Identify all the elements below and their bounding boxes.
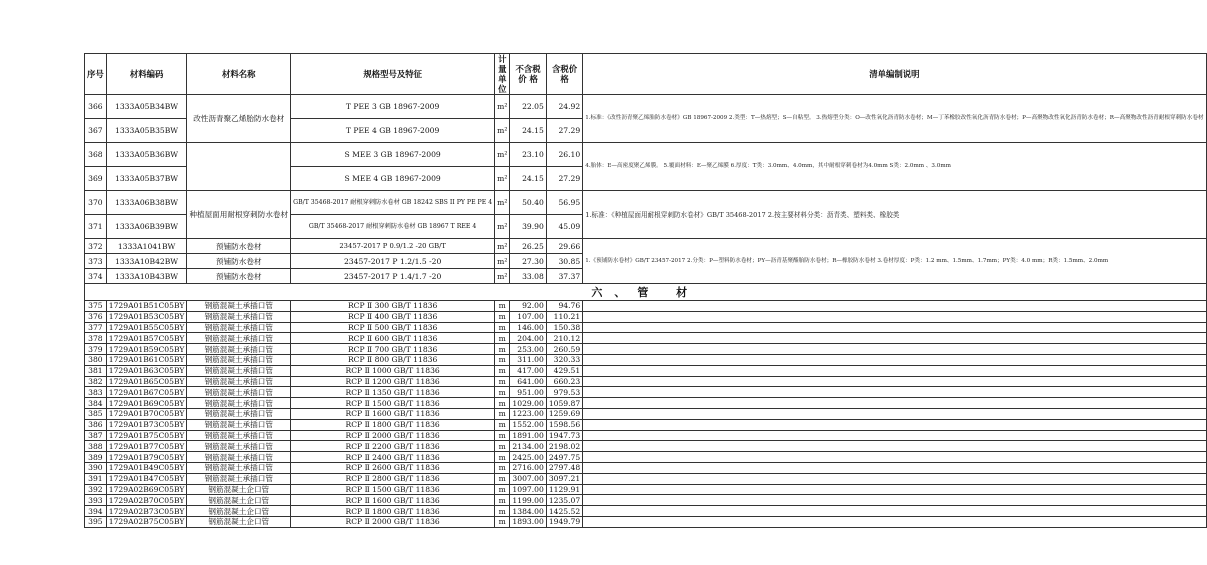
- row-code: 1729A01B53C05BY: [106, 311, 187, 322]
- row-spec: S MEE 3 GB 18967-2009: [291, 143, 495, 167]
- row-spec: RCP Ⅱ 300 GB/T 11836: [291, 301, 495, 312]
- table-row: [85, 344, 1207, 355]
- row-note: [583, 322, 1206, 333]
- row-price-in: 45.09: [546, 215, 582, 239]
- header-spec: 规格型号及特征: [291, 54, 495, 95]
- row-price-in: 150.38: [546, 322, 582, 333]
- header-price-ex: 不含税价 格: [510, 54, 546, 95]
- row-spec: 23457-2017 P 1.4/1.7 -20: [291, 269, 495, 284]
- row-note: [583, 408, 1206, 419]
- row-price-in: 1949.79: [546, 516, 582, 527]
- row-code: 1333A05B34BW: [106, 95, 187, 119]
- row-note: [583, 419, 1206, 430]
- row-price-ex: 3007.00: [510, 473, 546, 484]
- row-spec: RCP Ⅱ 600 GB/T 11836: [291, 333, 495, 344]
- table-row: [85, 452, 1207, 463]
- row-no: 381: [85, 365, 107, 376]
- row-spec: RCP Ⅱ 1800 GB/T 11836: [291, 419, 495, 430]
- row-price-ex: 23.10: [510, 143, 546, 167]
- row-price-in: 29.66: [546, 239, 582, 254]
- row-price-in: 24.92: [546, 95, 582, 119]
- row-unit: m: [495, 430, 510, 441]
- row-spec: RCP Ⅱ 2000 GB/T 11836: [291, 430, 495, 441]
- table-row: [85, 419, 1207, 430]
- header-unit: 计量单位: [495, 54, 510, 95]
- section-row: [85, 284, 1207, 301]
- row-spec: RCP Ⅱ 1500 GB/T 11836: [291, 398, 495, 409]
- row-code: 1729A02B75C05BY: [106, 516, 187, 527]
- row-no: 373: [85, 254, 107, 269]
- row-unit: m²: [495, 191, 510, 215]
- table-row: [85, 473, 1207, 484]
- row-no: 392: [85, 484, 107, 495]
- row-price-in: 2198.02: [546, 441, 582, 452]
- table-row: [85, 495, 1207, 506]
- row-spec: RCP Ⅱ 1800 GB/T 11836: [291, 506, 495, 517]
- row-price-ex: 50.40: [510, 191, 546, 215]
- row-price-in: 210.12: [546, 333, 582, 344]
- table-row: [85, 398, 1207, 409]
- row-note: 4.胎体：E—高密度聚乙烯膜。 5.覆面材料：E—聚乙烯膜 6.厚度：T类：3.0mm、4.0mm，其中耐根穿刺卷材为4.0mm S类：2.0mm 、3.0mm: [583, 143, 1206, 191]
- table-row: [85, 462, 1207, 473]
- row-code: 1729A01B65C05BY: [106, 376, 187, 387]
- row-spec: RCP Ⅱ 2400 GB/T 11836: [291, 452, 495, 463]
- row-no: 382: [85, 376, 107, 387]
- row-note: [583, 354, 1206, 365]
- row-price-ex: 311.00: [510, 354, 546, 365]
- table-row: [85, 376, 1207, 387]
- row-code: 1729A01B49C05BY: [106, 462, 187, 473]
- row-unit: m: [495, 376, 510, 387]
- row-unit: m: [495, 365, 510, 376]
- row-price-ex: 204.00: [510, 333, 546, 344]
- row-name: 钢筋混凝土承插口管: [187, 419, 291, 430]
- row-note: [583, 506, 1206, 517]
- row-spec: GB/T 35468-2017 耐根穿刺防水卷材 GB 18967 T REE 4: [291, 215, 495, 239]
- row-price-ex: 1893.00: [510, 516, 546, 527]
- row-no: 367: [85, 119, 107, 143]
- row-spec: RCP Ⅱ 2200 GB/T 11836: [291, 441, 495, 452]
- table-row: [85, 506, 1207, 517]
- table-row: [85, 365, 1207, 376]
- row-price-ex: 33.08: [510, 269, 546, 284]
- row-note: [583, 462, 1206, 473]
- row-no: 390: [85, 462, 107, 473]
- row-name: 钢筋混凝土企口管: [187, 495, 291, 506]
- row-code: 1729A01B55C05BY: [106, 322, 187, 333]
- header-code: 材料编码: [106, 54, 187, 95]
- row-unit: m²: [495, 167, 510, 191]
- row-name: 钢筋混凝土承插口管: [187, 398, 291, 409]
- table-row: [85, 516, 1207, 527]
- row-price-ex: 27.30: [510, 254, 546, 269]
- row-spec: T PEE 3 GB 18967-2009: [291, 95, 495, 119]
- row-price-in: 27.29: [546, 167, 582, 191]
- row-note: [583, 376, 1206, 387]
- row-spec: RCP Ⅱ 2800 GB/T 11836: [291, 473, 495, 484]
- row-price-ex: 92.00: [510, 301, 546, 312]
- row-price-ex: 1891.00: [510, 430, 546, 441]
- table-row: [85, 191, 1207, 215]
- row-code: 1729A01B67C05BY: [106, 387, 187, 398]
- row-code: 1729A01B70C05BY: [106, 408, 187, 419]
- row-price-in: 1235.07: [546, 495, 582, 506]
- row-no: 386: [85, 419, 107, 430]
- row-no: 383: [85, 387, 107, 398]
- row-price-ex: 1097.00: [510, 484, 546, 495]
- row-note: [583, 484, 1206, 495]
- row-price-in: 27.29: [546, 119, 582, 143]
- row-spec: RCP Ⅱ 1600 GB/T 11836: [291, 495, 495, 506]
- row-code: 1333A06B38BW: [106, 191, 187, 215]
- row-name: 钢筋混凝土承插口管: [187, 441, 291, 452]
- row-no: 393: [85, 495, 107, 506]
- row-unit: m²: [495, 119, 510, 143]
- row-no: 369: [85, 167, 107, 191]
- row-no: 370: [85, 191, 107, 215]
- row-name: 预铺防水卷材: [187, 239, 291, 254]
- row-unit: m: [495, 398, 510, 409]
- row-note: [583, 387, 1206, 398]
- row-name: 钢筋混凝土企口管: [187, 484, 291, 495]
- row-spec: RCP Ⅱ 1350 GB/T 11836: [291, 387, 495, 398]
- row-price-in: 30.85: [546, 254, 582, 269]
- row-price-in: 2797.48: [546, 462, 582, 473]
- row-code: 1729A01B73C05BY: [106, 419, 187, 430]
- row-spec: RCP Ⅱ 800 GB/T 11836: [291, 354, 495, 365]
- row-unit: m²: [495, 239, 510, 254]
- row-price-ex: 2425.00: [510, 452, 546, 463]
- row-unit: m: [495, 408, 510, 419]
- row-name: 钢筋混凝土承插口管: [187, 376, 291, 387]
- row-note: 1.标准：《改性沥青聚乙烯胎防水卷材》GB 18967-2009 2.类型：T—热熔型；S—自粘型。 3.热熔型分类：O—改性氧化沥青防水卷材；M—丁苯橡胶改性氧化沥青防水卷材；P—高聚物改性氧化沥青防水卷材；R—高聚物改性沥青耐根穿刺防水卷材: [583, 95, 1206, 143]
- row-price-in: 1425.52: [546, 506, 582, 517]
- row-price-in: 979.53: [546, 387, 582, 398]
- row-note: [583, 430, 1206, 441]
- price-list-table: [84, 53, 1207, 528]
- row-note: 1.标准：《种植屋面用耐根穿刺防水卷材》GB/T 35468-2017 2.按主要材料分类：沥青类、塑料类、橡胶类: [583, 191, 1206, 239]
- row-spec: RCP Ⅱ 500 GB/T 11836: [291, 322, 495, 333]
- row-price-ex: 2716.00: [510, 462, 546, 473]
- table-row: [85, 311, 1207, 322]
- row-price-ex: 417.00: [510, 365, 546, 376]
- row-unit: m: [495, 354, 510, 365]
- row-price-ex: 39.90: [510, 215, 546, 239]
- row-name: 预铺防水卷材: [187, 269, 291, 284]
- row-no: 391: [85, 473, 107, 484]
- row-spec: RCP Ⅱ 1600 GB/T 11836: [291, 408, 495, 419]
- row-no: 372: [85, 239, 107, 254]
- row-name: 钢筋混凝土承插口管: [187, 344, 291, 355]
- row-price-in: 56.95: [546, 191, 582, 215]
- row-no: 385: [85, 408, 107, 419]
- row-spec: RCP Ⅱ 1500 GB/T 11836: [291, 484, 495, 495]
- row-code: 1729A02B73C05BY: [106, 506, 187, 517]
- row-unit: m: [495, 484, 510, 495]
- row-code: 1333A05B36BW: [106, 143, 187, 167]
- row-spec: 23457-2017 P 0.9/1.2 -20 GB/T: [291, 239, 495, 254]
- row-unit: m²: [495, 269, 510, 284]
- row-unit: m²: [495, 143, 510, 167]
- row-name: 钢筋混凝土承插口管: [187, 430, 291, 441]
- row-unit: m: [495, 344, 510, 355]
- row-note: [583, 365, 1206, 376]
- row-code: 1729A01B61C05BY: [106, 354, 187, 365]
- row-name: 钢筋混凝土承插口管: [187, 387, 291, 398]
- table-row: [85, 301, 1207, 312]
- row-code: 1729A02B70C05BY: [106, 495, 187, 506]
- row-price-in: 1259.69: [546, 408, 582, 419]
- row-price-in: 260.59: [546, 344, 582, 355]
- row-code: 1729A01B57C05BY: [106, 333, 187, 344]
- row-code: 1729A01B75C05BY: [106, 430, 187, 441]
- row-name: 改性沥青聚乙烯胎防水卷材: [187, 95, 291, 143]
- row-name: 钢筋混凝土承插口管: [187, 333, 291, 344]
- row-spec: RCP Ⅱ 1000 GB/T 11836: [291, 365, 495, 376]
- table-row: [85, 484, 1207, 495]
- table-row: [85, 95, 1207, 119]
- row-no: 371: [85, 215, 107, 239]
- row-price-in: 2497.75: [546, 452, 582, 463]
- row-unit: m: [495, 311, 510, 322]
- row-price-ex: 24.15: [510, 167, 546, 191]
- row-note: 1.《预铺防水卷材》GB/T 23457-2017 2.分类：P—塑料防水卷材；PY—沥青基聚酯胎防水卷材；R—橡胶防水卷材 3.卷材厚度：P类：1.2 mm、1.5mm、1.7mm；PY类：4.0 mm；R类：1.5mm、2.0mm: [583, 239, 1206, 284]
- row-no: 388: [85, 441, 107, 452]
- row-name: 钢筋混凝土企口管: [187, 516, 291, 527]
- row-note: [583, 473, 1206, 484]
- row-unit: m: [495, 462, 510, 473]
- header-price-in: 含税价格: [546, 54, 582, 95]
- row-code: 1333A05B35BW: [106, 119, 187, 143]
- row-price-in: 429.51: [546, 365, 582, 376]
- row-price-in: 94.76: [546, 301, 582, 312]
- table-row: [85, 333, 1207, 344]
- row-name: 钢筋混凝土承插口管: [187, 311, 291, 322]
- row-price-in: 3097.21: [546, 473, 582, 484]
- row-price-in: 1059.87: [546, 398, 582, 409]
- row-unit: m: [495, 495, 510, 506]
- row-price-in: 660.23: [546, 376, 582, 387]
- row-spec: S MEE 4 GB 18967-2009: [291, 167, 495, 191]
- row-note: [583, 452, 1206, 463]
- row-no: 368: [85, 143, 107, 167]
- header-note: 清单编制说明: [583, 54, 1206, 95]
- row-spec: RCP Ⅱ 2600 GB/T 11836: [291, 462, 495, 473]
- row-note: [583, 441, 1206, 452]
- row-price-ex: 1199.00: [510, 495, 546, 506]
- row-no: 377: [85, 322, 107, 333]
- row-note: [583, 301, 1206, 312]
- row-name: 种植屋面用耐根穿刺防水卷材: [187, 191, 291, 239]
- row-price-in: 1947.73: [546, 430, 582, 441]
- row-note: [583, 516, 1206, 527]
- row-unit: m: [495, 322, 510, 333]
- row-no: 366: [85, 95, 107, 119]
- row-unit: m: [495, 419, 510, 430]
- row-no: 394: [85, 506, 107, 517]
- table-row: [85, 441, 1207, 452]
- row-code: 1729A01B77C05BY: [106, 441, 187, 452]
- row-name: 钢筋混凝土承插口管: [187, 354, 291, 365]
- row-unit: m²: [495, 95, 510, 119]
- row-name: 钢筋混凝土承插口管: [187, 301, 291, 312]
- table-row: [85, 354, 1207, 365]
- row-price-ex: 951.00: [510, 387, 546, 398]
- table-row: [85, 239, 1207, 254]
- row-price-ex: 253.00: [510, 344, 546, 355]
- row-price-in: 26.10: [546, 143, 582, 167]
- row-price-ex: 146.00: [510, 322, 546, 333]
- row-spec: GB/T 35468-2017 耐根穿刺防水卷材 GB 18242 SBS II PY PE PE 4: [291, 191, 495, 215]
- header-name: 材料名称: [187, 54, 291, 95]
- table-row: [85, 387, 1207, 398]
- row-price-in: 37.37: [546, 269, 582, 284]
- row-name: 预铺防水卷材: [187, 254, 291, 269]
- pipe-rows: [85, 301, 1207, 528]
- row-unit: m: [495, 452, 510, 463]
- row-code: 1333A1041BW: [106, 239, 187, 254]
- row-name: [187, 143, 291, 191]
- row-no: 395: [85, 516, 107, 527]
- table-row: [85, 408, 1207, 419]
- row-name: 钢筋混凝土承插口管: [187, 408, 291, 419]
- row-price-ex: 1029.00: [510, 398, 546, 409]
- row-code: 1729A02B69C05BY: [106, 484, 187, 495]
- row-price-ex: 2134.00: [510, 441, 546, 452]
- row-spec: RCP Ⅱ 400 GB/T 11836: [291, 311, 495, 322]
- row-no: 376: [85, 311, 107, 322]
- row-no: 374: [85, 269, 107, 284]
- row-unit: m: [495, 506, 510, 517]
- row-no: 379: [85, 344, 107, 355]
- row-note: [583, 311, 1206, 322]
- row-code: 1729A01B47C05BY: [106, 473, 187, 484]
- row-price-ex: 1384.00: [510, 506, 546, 517]
- row-price-in: 1598.56: [546, 419, 582, 430]
- row-no: 387: [85, 430, 107, 441]
- row-price-ex: 1223.00: [510, 408, 546, 419]
- row-unit: m: [495, 301, 510, 312]
- row-name: 钢筋混凝土承插口管: [187, 322, 291, 333]
- row-code: 1333A10B43BW: [106, 269, 187, 284]
- row-no: 378: [85, 333, 107, 344]
- row-spec: T PEE 4 GB 18967-2009: [291, 119, 495, 143]
- row-unit: m: [495, 333, 510, 344]
- row-code: 1333A10B42BW: [106, 254, 187, 269]
- row-price-in: 110.21: [546, 311, 582, 322]
- row-name: 钢筋混凝土承插口管: [187, 365, 291, 376]
- row-code: 1729A01B51C05BY: [106, 301, 187, 312]
- row-name: 钢筋混凝土企口管: [187, 506, 291, 517]
- row-price-ex: 24.15: [510, 119, 546, 143]
- row-note: [583, 333, 1206, 344]
- row-no: 375: [85, 301, 107, 312]
- row-price-ex: 107.00: [510, 311, 546, 322]
- row-unit: m: [495, 473, 510, 484]
- table-row: [85, 430, 1207, 441]
- row-unit: m²: [495, 215, 510, 239]
- row-price-in: 1129.91: [546, 484, 582, 495]
- row-code: 1729A01B79C05BY: [106, 452, 187, 463]
- row-unit: m: [495, 441, 510, 452]
- row-spec: RCP Ⅱ 1200 GB/T 11836: [291, 376, 495, 387]
- row-spec: 23457-2017 P 1.2/1.5 -20: [291, 254, 495, 269]
- row-unit: m²: [495, 254, 510, 269]
- row-name: 钢筋混凝土承插口管: [187, 473, 291, 484]
- row-name: 钢筋混凝土承插口管: [187, 462, 291, 473]
- section-title: 六、管 材: [85, 284, 1207, 301]
- row-name: 钢筋混凝土承插口管: [187, 452, 291, 463]
- row-code: 1729A01B69C05BY: [106, 398, 187, 409]
- row-code: 1333A05B37BW: [106, 167, 187, 191]
- row-unit: m: [495, 516, 510, 527]
- row-code: 1729A01B59C05BY: [106, 344, 187, 355]
- row-no: 380: [85, 354, 107, 365]
- row-price-ex: 26.25: [510, 239, 546, 254]
- row-note: [583, 398, 1206, 409]
- row-price-ex: 22.05: [510, 95, 546, 119]
- row-note: [583, 344, 1206, 355]
- row-code: 1333A06B39BW: [106, 215, 187, 239]
- table-row: [85, 322, 1207, 333]
- row-price-ex: 1552.00: [510, 419, 546, 430]
- row-price-in: 320.33: [546, 354, 582, 365]
- header-row: [85, 54, 1207, 95]
- table-row: [85, 143, 1207, 167]
- row-code: 1729A01B63C05BY: [106, 365, 187, 376]
- row-price-ex: 641.00: [510, 376, 546, 387]
- row-note: [583, 495, 1206, 506]
- row-no: 384: [85, 398, 107, 409]
- row-spec: RCP Ⅱ 700 GB/T 11836: [291, 344, 495, 355]
- header-no: 序号: [85, 54, 107, 95]
- row-no: 389: [85, 452, 107, 463]
- row-unit: m: [495, 387, 510, 398]
- row-spec: RCP Ⅱ 2000 GB/T 11836: [291, 516, 495, 527]
